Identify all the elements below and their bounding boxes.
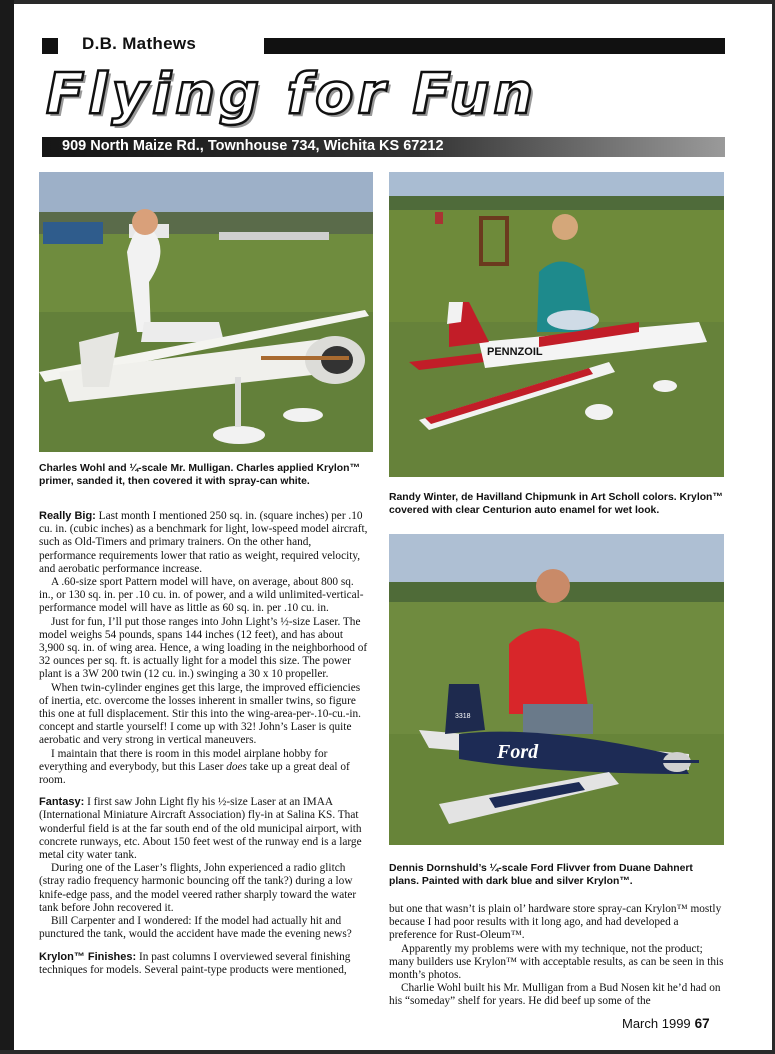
paragraph: Just for fun, I’ll put those ranges into John Light’s ½-size Laser. The model weighs 54 pounds, spans 144 inches (12 feet), and has about 3,900 sq. in. of wing area. Hence, a wing loading in the neighborhood of 32 ounces per sq. ft. is actually light for a model this size. The power plant is a 3W 200 twin (12 cu. in.) swinging a 30 x 10 propeller. (39, 615, 368, 681)
heading-krylon-finishes: Krylon™ Finishes: (39, 950, 137, 963)
caption-photo-1: Charles Wohl and ¼-scale Mr. Mulligan. Charles applied Krylon™ primer, sanded it, then covered it with spray-can white. (39, 463, 360, 487)
paragraph-krylon: Krylon™ Finishes: In past columns I overviewed several finishing techniques for models. Several paint-type products were mentioned, (39, 950, 351, 976)
issue-date: March 1999 (622, 1016, 691, 1031)
heading-fantasy: Fantasy: (39, 796, 85, 809)
paragraph: but one that wasn’t is plain ol’ hardware store spray-can Krylon™ mostly because I had poor results with it long ago, and had developed a preference for Rust-Oleum™. (389, 903, 722, 942)
paragraph: Apparently my problems were with my technique, not the product; many builders use Krylon™ with acceptable results, as can be seen in this month’s photos. (389, 942, 724, 982)
paragraph: Bill Carpenter and I wondered: If the model had actually hit and punctured the tank, would the accident have made the evening news? (39, 915, 352, 941)
paragraph-really-big: Really Big: Last month I mentioned 250 sq. in. (square inches) per .10 cu. in. (cubic inches) as a benchmark for light, low-speed model aircraft, such as Old-Timers and primary trainers. On the other hand, performance requirements lower that ratio as weight, required velocity, and aerobatic performance increase. (39, 510, 368, 575)
caption-photo-3: Dennis Dornshuld’s ¼-scale Ford Flivver from Duane Dahnert plans. Painted with dark blue and silver Krylon™. (389, 863, 693, 887)
article-column-left (39, 510, 370, 977)
page-footer (622, 1016, 710, 1031)
paragraph: When twin-cylinder engines get this large, the improved efficiencies of inertia, etc. overcome the losses inherent in smaller twins, so figure this one at full displacement. Stir this into the wing-area-per-.10-cu.-in. concept and startle yourself! I come up with 32! John’s Laser is quite aerobatic and very strong in vertical maneuvers. (39, 681, 361, 747)
flivver-ford-script: Ford (497, 741, 539, 763)
address-bar: 909 North Maize Rd., Townhouse 734, Wichita KS 67212 (42, 137, 725, 157)
paragraph: During one of the Laser’s flights, John experienced a radio glitch (stray radio frequency harmonic bouncing off the tank?) during a low knife-edge pass, and the model veered rather sharply toward the water tank before John recovered it. (39, 862, 357, 914)
caption-photo-2: Randy Winter, de Havilland Chipmunk in Art Scholl colors. Krylon™ covered with clear Centurion auto enamel for wet look. (389, 492, 723, 516)
photo-mr-mulligan (39, 172, 373, 452)
column-title: Flying for Fun (46, 62, 538, 127)
chipmunk-livery-text: PENNZOIL (487, 346, 543, 358)
page-border-top (0, 0, 775, 4)
author-bar (42, 34, 725, 54)
page-border-left (0, 0, 14, 1054)
paragraph: A .60-size sport Pattern model will have, on average, about 800 sq. in., or 130 sq. in. per .10 cu. in. of power, and a wild unlimited-vertical-performance model will have as little as 60 sq. in. per .10 cu. in. (39, 576, 364, 615)
flivver-tail-number: 3318 (455, 713, 471, 720)
author-rule (264, 38, 725, 54)
paragraph: Charlie Wohl built his Mr. Mulligan from a Bud Nosen kit he’d had on his “someday” shelf for years. He did beef up some of the (389, 982, 721, 1008)
article-column-right (389, 903, 725, 1009)
photo-ford-flivver (389, 534, 724, 845)
page-number: 67 (694, 1016, 710, 1031)
photo-chipmunk (389, 172, 724, 477)
heading-really-big: Really Big: (39, 510, 96, 522)
paragraph-fantasy: Fantasy: I first saw John Light fly his ½-size Laser at an IMAA (International Miniature Aircraft Association) fly-in at Salina KS. That wonderful field is at the far south end of the old municipal airport, with concrete runways, etc. About 150 feet west of the runway end is a large metal city water tank. (39, 796, 362, 862)
author-bullet (42, 38, 58, 54)
paragraph: I maintain that there is room in this model airplane hobby for everything and everybody, but this Laser does take up a great deal of room. (39, 747, 350, 787)
page-border-bottom (0, 1050, 775, 1054)
author-name: D.B. Mathews (82, 34, 197, 53)
